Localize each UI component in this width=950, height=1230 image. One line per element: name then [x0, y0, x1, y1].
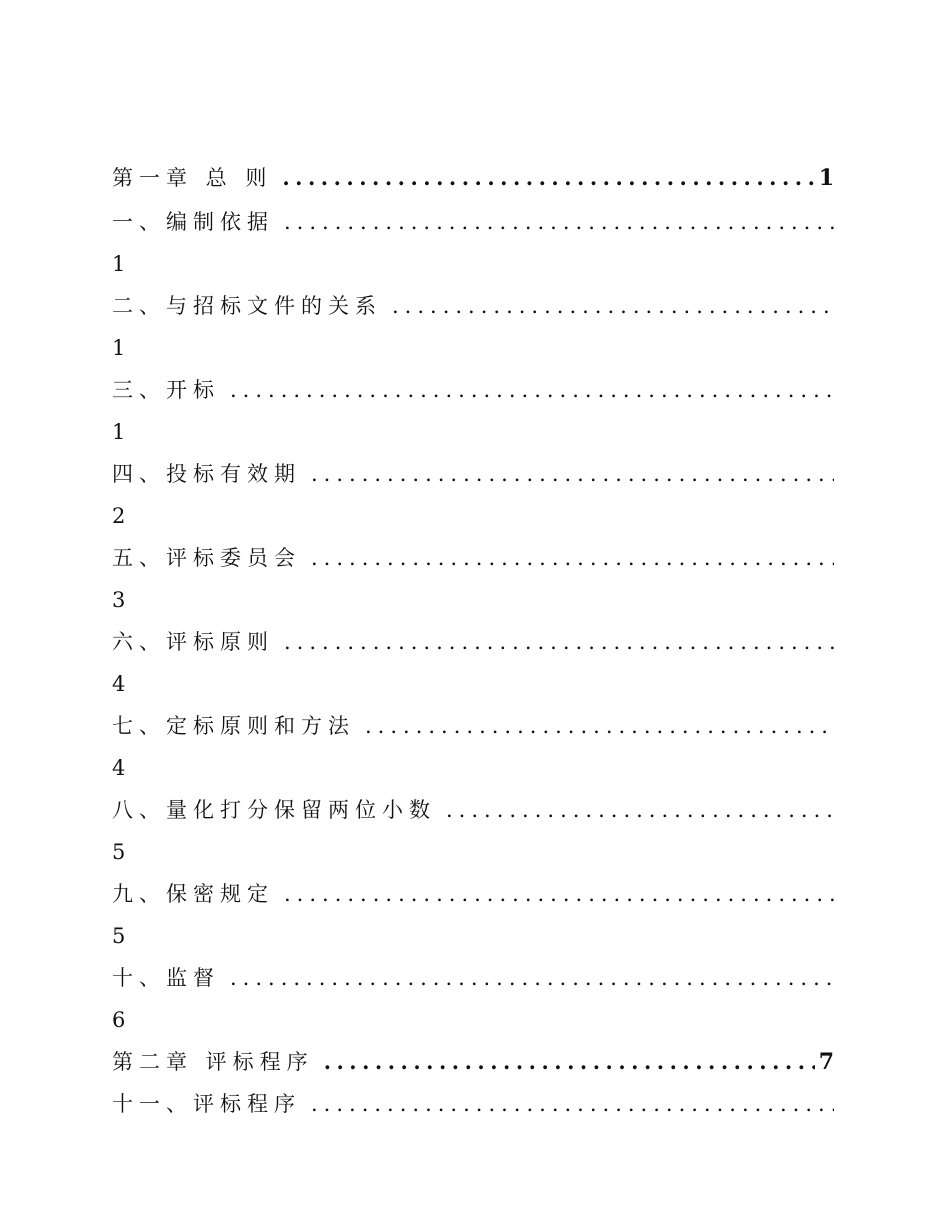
toc-page-number: 1: [112, 336, 126, 360]
dot-leader: [284, 621, 834, 663]
toc-item-8[interactable]: [112, 789, 834, 873]
dot-leader: [284, 873, 834, 915]
toc-entry-title: 九、保密规定: [112, 882, 274, 906]
toc-item-1[interactable]: [112, 201, 834, 285]
toc-item-4[interactable]: [112, 453, 834, 537]
toc-page-number: 6: [112, 1008, 126, 1032]
toc-entry-title: 第一章 总 则: [112, 166, 273, 190]
toc-chapter-1[interactable]: [112, 155, 834, 201]
toc-entry-title: 第二章 评标程序: [112, 1050, 314, 1074]
toc-item-6[interactable]: [112, 621, 834, 705]
toc-entry-title: 五、评标委员会: [112, 546, 301, 570]
toc-entry-title: 二、与招标文件的关系: [112, 294, 382, 318]
toc-entry-title: 十一、评标程序: [112, 1092, 301, 1116]
toc-entry-title: 八、量化打分保留两位小数: [112, 798, 436, 822]
toc-page-number: 7: [818, 1049, 834, 1075]
toc-item-2[interactable]: [112, 285, 834, 369]
dot-leader: [311, 537, 834, 579]
dot-leader: [230, 957, 834, 999]
toc-entry-title: 六、评标原则: [112, 630, 274, 654]
table-of-contents: [112, 155, 834, 1125]
dot-leader: [324, 1041, 815, 1083]
toc-entry-title: 七、定标原则和方法: [112, 714, 355, 738]
dot-leader: [311, 453, 834, 495]
toc-entry-title: 十、监督: [112, 966, 220, 990]
dot-leader: [282, 155, 814, 201]
toc-chapter-2[interactable]: [112, 1041, 834, 1083]
toc-page-number: 4: [112, 672, 126, 696]
toc-page-number: 1: [112, 252, 126, 276]
toc-entry-title: 三、开标: [112, 378, 220, 402]
toc-item-3[interactable]: [112, 369, 834, 453]
dot-leader: [311, 1083, 834, 1125]
toc-item-5[interactable]: [112, 537, 834, 621]
toc-page-number: 3: [112, 588, 126, 612]
toc-page-number: 1: [818, 165, 834, 191]
toc-item-10[interactable]: [112, 957, 834, 1041]
toc-item-9[interactable]: [112, 873, 834, 957]
dot-leader: [284, 201, 834, 243]
toc-page-number: 5: [112, 924, 126, 948]
toc-page-number: 4: [112, 756, 126, 780]
toc-page-number: 5: [112, 840, 126, 864]
toc-page-number: 2: [112, 504, 126, 528]
toc-entry-title: 四、投标有效期: [112, 462, 301, 486]
dot-leader: [446, 789, 834, 831]
dot-leader: [230, 369, 834, 411]
dot-leader: [365, 705, 834, 747]
toc-item-7[interactable]: [112, 705, 834, 789]
toc-item-11[interactable]: [112, 1083, 834, 1125]
dot-leader: [392, 285, 834, 327]
toc-entry-title: 一、编制依据: [112, 210, 274, 234]
toc-page-number: 1: [112, 420, 126, 444]
